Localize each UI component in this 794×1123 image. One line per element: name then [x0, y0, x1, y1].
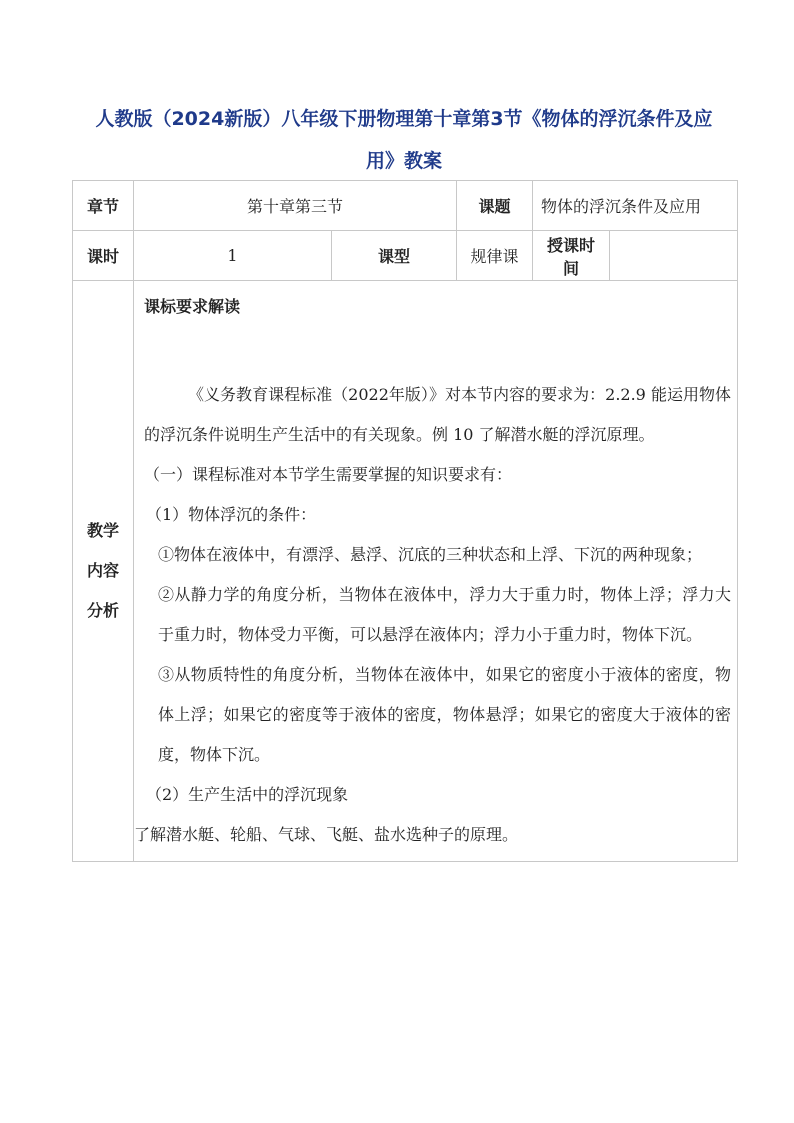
- section-title: 课标要求解读: [144, 297, 241, 316]
- period-label: 课时: [73, 231, 134, 281]
- period-value: 1: [134, 231, 332, 281]
- chapter-value: 第十章第三节: [134, 181, 457, 231]
- last-paragraph: 了解潜水艇、轮船、气球、飞艇、盐水选种子的原理。: [134, 825, 519, 844]
- side-label-line: 内容: [86, 561, 119, 580]
- lesson-plan-table: [72, 180, 738, 862]
- type-value: 规律课: [457, 231, 533, 281]
- time-value: [610, 231, 738, 281]
- side-label-line: 分析: [86, 601, 119, 620]
- title-line-1: 人教版（2024新版）八年级下册物理第十章第3节《物体的浮沉条件及应: [95, 108, 713, 130]
- document-title: [72, 98, 736, 182]
- title-line-2: 用》教案: [365, 150, 442, 172]
- type-label: 课型: [332, 231, 457, 281]
- subheading-1: （1）物体浮沉的条件：: [146, 505, 317, 524]
- list-item: ③从物质特性的角度分析，当物体在液体中，如果它的密度小于液体的密度，物体上浮；如果它的密度等于液体的密度，物体悬浮；如果它的密度大于液体的密度，物体下沉。: [158, 665, 732, 764]
- chapter-label: 章节: [73, 181, 134, 231]
- table-row: [73, 231, 738, 281]
- table-row: [73, 281, 738, 862]
- intro-paragraph: 《义务教育课程标准（2022年版）》对本节内容的要求为：2.2.9 能运用物体的浮沉条件说明生产生活中的有关现象。例 10 了解潜水艇的浮沉原理。: [144, 385, 732, 444]
- content-side-label: [73, 281, 134, 862]
- list-item: ②从静力学的角度分析，当物体在液体中，浮力大于重力时，物体上浮；浮力大于重力时，物体受力平衡，可以悬浮在液体内；浮力小于重力时，物体下沉。: [158, 585, 732, 644]
- table-row: [73, 181, 738, 231]
- content-analysis-cell: [134, 281, 738, 862]
- subheading-2: （2）生产生活中的浮沉现象: [146, 785, 349, 804]
- list-item: ①物体在液体中，有漂浮、悬浮、沉底的三种状态和上浮、下沉的两种现象；: [158, 545, 703, 564]
- time-label: 授课时间: [533, 231, 610, 281]
- requirements-heading: （一）课程标准对本节学生需要掌握的知识要求有：: [144, 465, 513, 484]
- topic-value: 物体的浮沉条件及应用: [533, 181, 738, 231]
- side-label-line: 教学: [86, 521, 119, 540]
- topic-label: 课题: [457, 181, 533, 231]
